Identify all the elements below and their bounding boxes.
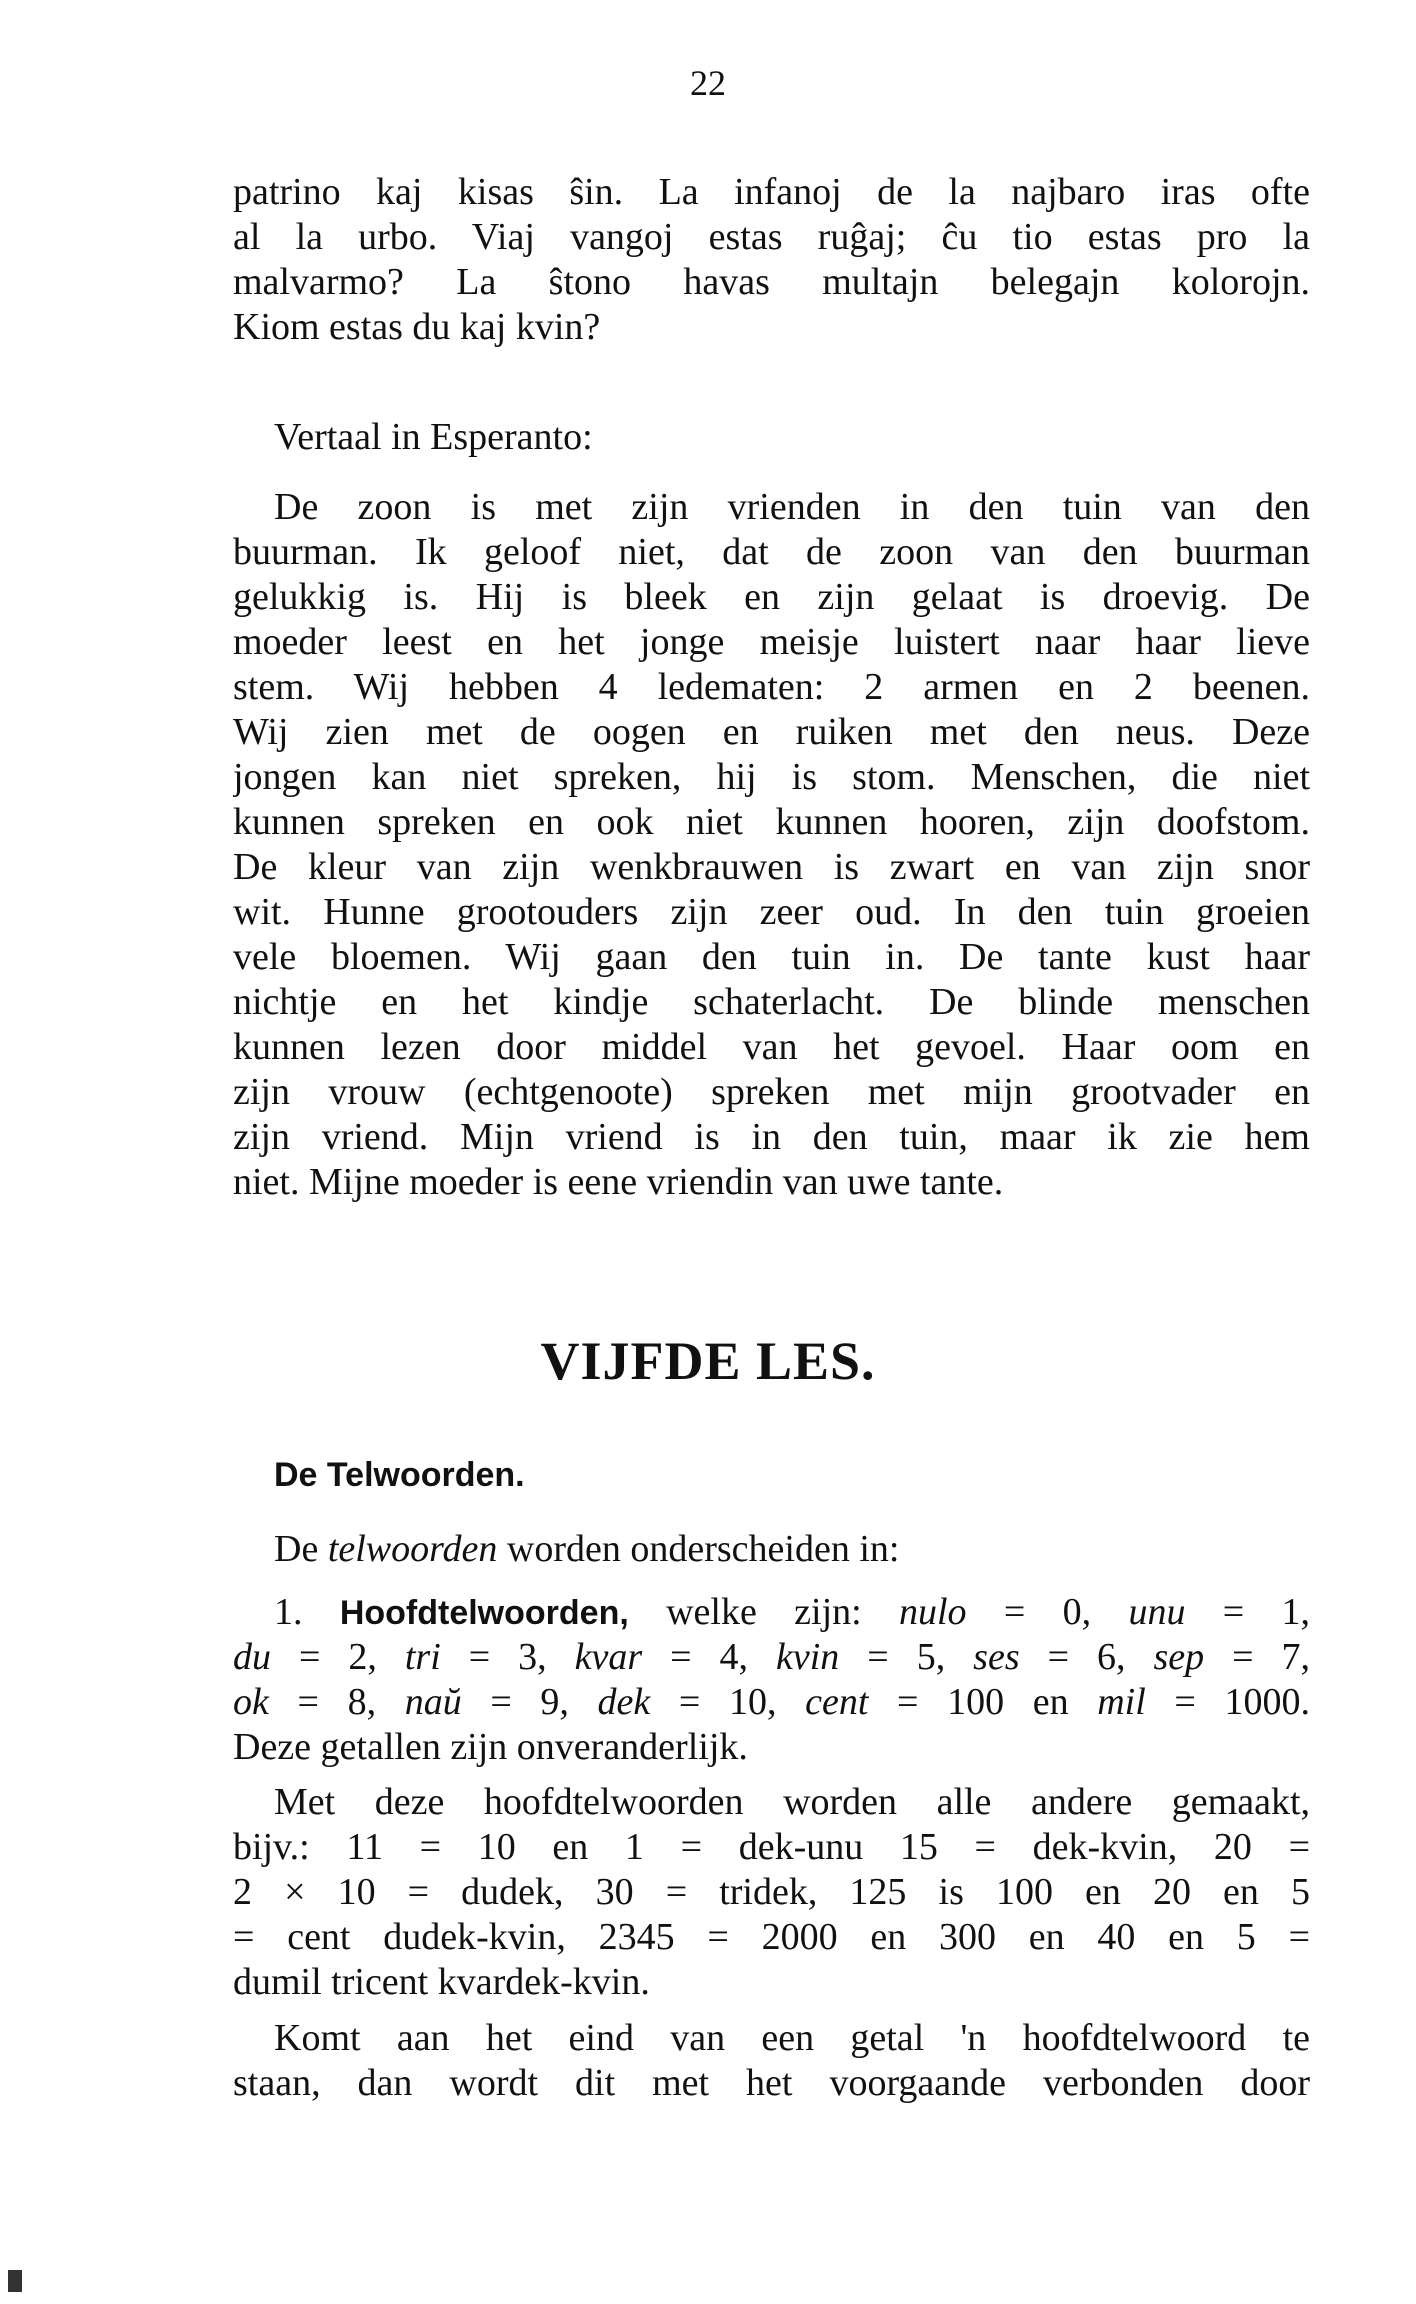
text-segment: wit. Hunne grootouders zijn zeer oud. In den tuin groeien xyxy=(233,891,1310,933)
text-line xyxy=(233,260,1310,305)
italic-term: dek xyxy=(597,1681,651,1723)
text-segment: patrino kaj kisas ŝin. La infanoj de la najbaro iras ofte xyxy=(233,171,1310,213)
text-line xyxy=(233,1590,1310,1635)
text-segment: Deze getallen zijn onveranderlijk. xyxy=(233,1726,748,1768)
cardinal-numerals-list xyxy=(233,1590,1310,1770)
text-segment: Komt aan het eind van een getal 'n hoofdtelwoord te xyxy=(274,2017,1310,2059)
italic-term: unu xyxy=(1128,1591,1186,1633)
text-segment: = cent dudek-kvin, 2345 = 2000 en 300 en 40 en 5 = xyxy=(233,1916,1310,1958)
text-line xyxy=(233,1115,1310,1160)
italic-term: kvin xyxy=(776,1636,840,1678)
composition-paragraph xyxy=(233,1780,1310,2005)
exercise-title: Vertaal in Esperanto: xyxy=(274,416,593,458)
text-segment: = 0, xyxy=(966,1591,1129,1633)
translation-exercise xyxy=(233,485,1310,1205)
text-line xyxy=(233,980,1310,1025)
text-line xyxy=(233,1870,1310,1915)
bold-term: Hoofdtelwoorden, xyxy=(339,1594,629,1632)
text-segment: gelukkig is. Hij is bleek en zijn gelaat is droevig. De xyxy=(233,576,1310,618)
scan-artifact xyxy=(8,2270,22,2292)
italic-term: ses xyxy=(973,1636,1020,1678)
text-line xyxy=(233,2061,1310,2106)
text-segment: 1. xyxy=(274,1591,340,1633)
lesson-heading: VIJFDE LES. xyxy=(540,1331,876,1391)
text-segment: zijn vrouw (echtgenoote) spreken met mijn grootvader en xyxy=(233,1071,1310,1113)
text-line xyxy=(233,305,1310,350)
esperanto-reading-text xyxy=(233,170,1310,350)
text-segment: moeder leest en het jonge meisje luistert naar haar lieve xyxy=(233,621,1310,663)
text-line xyxy=(233,755,1310,800)
text-segment: welke zijn: xyxy=(628,1591,899,1633)
text-segment: worden onderscheiden in: xyxy=(497,1528,900,1570)
text-segment: = 8, xyxy=(268,1681,405,1723)
text-line xyxy=(233,530,1310,575)
text-line xyxy=(233,575,1310,620)
text-line xyxy=(233,800,1310,845)
text-segment: vele bloemen. Wij gaan den tuin in. De tante kust haar xyxy=(233,936,1310,978)
text-segment: = 7, xyxy=(1204,1636,1310,1678)
text-segment: staan, dan wordt dit met het voorgaande verbonden door xyxy=(233,2062,1310,2104)
text-segment: = 1, xyxy=(1185,1591,1310,1633)
text-line xyxy=(233,170,1310,215)
text-segment: = 1000. xyxy=(1145,1681,1310,1723)
text-segment: 2 × 10 = dudek, 30 = tridek, 125 is 100 en 20 en 5 xyxy=(233,1871,1310,1913)
italic-term: nulo xyxy=(899,1591,967,1633)
section-title-block xyxy=(233,1453,1310,1498)
text-segment: Met deze hoofdtelwoorden worden alle andere gemaakt, xyxy=(274,1781,1310,1823)
text-line xyxy=(233,1915,1310,1960)
text-segment: = 2, xyxy=(271,1636,405,1678)
text-segment: De kleur van zijn wenkbrauwen is zwart en van zijn snor xyxy=(233,846,1310,888)
text-segment: al la urbo. Viaj vangoj estas ruĝaj; ĉu tio estas pro la xyxy=(233,216,1310,258)
exercise-title-block xyxy=(233,415,1310,460)
text-segment: = 100 en xyxy=(868,1681,1098,1723)
text-segment: = 10, xyxy=(650,1681,806,1723)
text-segment: zijn vriend. Mijn vriend is in den tuin, maar ik zie hem xyxy=(233,1116,1310,1158)
text-line xyxy=(233,710,1310,755)
closing-paragraph xyxy=(233,2016,1310,2106)
text-segment: = 5, xyxy=(839,1636,974,1678)
text-line xyxy=(233,620,1310,665)
text-segment: De zoon is met zijn vrienden in den tuin van den xyxy=(274,486,1310,528)
text-segment: kunnen lezen door middel van het gevoel. Haar oom en xyxy=(233,1026,1310,1068)
italic-term: sep xyxy=(1153,1636,1205,1678)
text-segment: kunnen spreken en ook niet kunnen hooren, zijn doofstom. xyxy=(233,801,1310,843)
text-segment: = 3, xyxy=(440,1636,575,1678)
text-segment: bijv.: 11 = 10 en 1 = dek-unu 15 = dek-kvin, 20 = xyxy=(233,1826,1310,1868)
text-line xyxy=(233,1825,1310,1870)
text-line xyxy=(233,215,1310,260)
intro-text xyxy=(233,1527,1310,1572)
text-segment: = 4, xyxy=(642,1636,777,1678)
text-line xyxy=(233,2016,1310,2061)
text-segment: dumil tricent kvardek-kvin. xyxy=(233,1961,650,2003)
text-segment: malvarmo? La ŝtono havas multajn belegajn kolorojn. xyxy=(233,261,1310,303)
italic-term: kvar xyxy=(574,1636,643,1678)
text-line xyxy=(233,845,1310,890)
italic-term: cent xyxy=(805,1681,869,1723)
text-line xyxy=(233,1725,1310,1770)
text-segment: Wij zien met de oogen en ruiken met den neus. Deze xyxy=(233,711,1310,753)
text-line xyxy=(233,1960,1310,2005)
page-number: 22 xyxy=(690,63,726,103)
italic-term: telwoorden xyxy=(327,1528,498,1570)
text-segment: = 9, xyxy=(461,1681,598,1723)
italic-term: mil xyxy=(1097,1681,1146,1723)
text-line xyxy=(233,1680,1310,1725)
text-line xyxy=(233,1635,1310,1680)
text-segment: buurman. Ik geloof niet, dat de zoon van den buurman xyxy=(233,531,1310,573)
text-segment: stem. Wij hebben 4 ledematen: 2 armen en 2 beenen. xyxy=(233,666,1310,708)
text-line xyxy=(233,1527,1310,1572)
text-segment: niet. Mijne moeder is eene vriendin van uwe tante. xyxy=(233,1161,1004,1203)
text-line xyxy=(233,935,1310,980)
italic-term: du xyxy=(233,1636,271,1678)
text-line xyxy=(233,1160,1310,1205)
text-line xyxy=(233,890,1310,935)
text-segment: Kiom estas du kaj kvin? xyxy=(233,306,601,348)
text-line xyxy=(233,665,1310,710)
text-segment: De xyxy=(274,1528,328,1570)
italic-term: tri xyxy=(404,1636,441,1678)
text-line xyxy=(233,1025,1310,1070)
section-title: De Telwoorden. xyxy=(274,1456,525,1494)
text-segment: nichtje en het kindje schaterlacht. De blinde menschen xyxy=(233,981,1310,1023)
text-segment: = 6, xyxy=(1019,1636,1154,1678)
text-line xyxy=(233,1780,1310,1825)
italic-term: ok xyxy=(233,1681,269,1723)
italic-term: naŭ xyxy=(404,1681,462,1723)
text-line xyxy=(233,1070,1310,1115)
text-line xyxy=(233,485,1310,530)
text-segment: jongen kan niet spreken, hij is stom. Menschen, die niet xyxy=(233,756,1310,798)
